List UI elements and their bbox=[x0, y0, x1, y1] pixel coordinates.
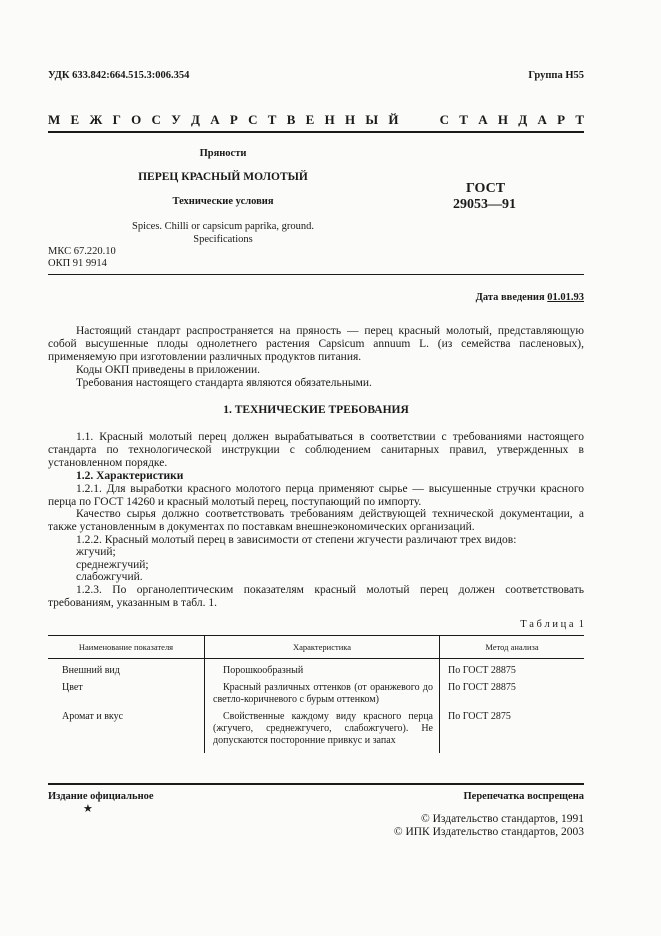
table-cell-indicator: Внешний вид bbox=[62, 665, 120, 676]
intro-paragraph-3 bbox=[48, 377, 584, 390]
kind-mild-text: слабожгучий. bbox=[76, 571, 143, 583]
characteristic-text: Порошкообразный bbox=[223, 665, 304, 676]
okp-code: ОКП 91 9914 bbox=[48, 258, 107, 269]
intro-date-label: Дата введения bbox=[475, 292, 545, 303]
group-code: Группа Н55 bbox=[528, 70, 584, 81]
table-cell-method: По ГОСТ 2875 bbox=[440, 709, 585, 753]
intro-paragraph-1-text: Настоящий стандарт распространяется на пряность — перец красный молотый, представляющую собой высушенные плоды однолетнего растения Capsicum annuum L. (из семейства пасленовых), применяемую при изготовлении различных продуктов питания. bbox=[48, 325, 584, 364]
official-edition: Издание официальное bbox=[48, 791, 154, 802]
quality-paragraph-text: Качество сырья должно соответствовать требованиям действующей технической документации, а также установленным в документах по поставкам внешнеэкономических организаций. bbox=[48, 508, 584, 534]
intro-date-value: 01.01.93 bbox=[547, 292, 584, 303]
clause-1-2-1-text: 1.2.1. Для выработки красного молотого перца применяют сырье — высушенные стручки красного перца по ГОСТ 14260 и красный молотый перец, поступающий по импорту. bbox=[48, 483, 584, 509]
table-cell-method: По ГОСТ 28875 bbox=[440, 680, 585, 709]
table-cell-characteristic bbox=[205, 659, 440, 681]
table-caption: Т а б л и ц а 1 bbox=[520, 619, 584, 630]
english-title-line2: Specifications bbox=[193, 234, 253, 245]
clause-1-1-text: 1.1. Красный молотый перец должен вырабатываться в соответствии с требованиями настоящего стандарта по технологической инструкции с соблюдением санитарных правил, утвержденных в установленном порядке. bbox=[48, 431, 584, 470]
characteristic-text: Красный различных оттенков (от оранжевого до светло-коричневого с бурым оттенком) bbox=[213, 682, 433, 705]
kind-hot bbox=[48, 546, 584, 559]
characteristic-text: Свойственные каждому виду красного перца (жгучего, среднежгучего, слабожгучего). Не допускаются посторонние привкус и запах bbox=[213, 711, 433, 746]
clause-1-2-heading-text: 1.2. Характеристики bbox=[76, 470, 184, 482]
clause-1-2-1 bbox=[48, 483, 584, 509]
star-icon: ★ bbox=[83, 802, 93, 815]
table-cell-characteristic bbox=[205, 680, 440, 709]
table-cell-characteristic bbox=[205, 709, 440, 753]
gost-label: ГОСТ bbox=[466, 181, 506, 196]
column-header: Характеристика bbox=[205, 636, 440, 659]
reprint-notice: Перепечатка воспрещена bbox=[463, 791, 584, 802]
section-heading: 1. ТЕХНИЧЕСКИЕ ТРЕБОВАНИЯ bbox=[223, 404, 409, 416]
table-row bbox=[48, 659, 584, 681]
table-row bbox=[48, 680, 584, 709]
column-header: Метод анализа bbox=[440, 636, 585, 659]
document-subtitle: Технические условия bbox=[172, 196, 274, 207]
table-cell-indicator: Аромат и вкус bbox=[62, 711, 124, 722]
table-header-row bbox=[48, 636, 584, 659]
intro-date bbox=[476, 292, 584, 303]
intro-paragraph-3-text: Требования настоящего стандарта являются обязательными. bbox=[76, 377, 372, 389]
clause-1-2-heading bbox=[48, 470, 584, 483]
kind-medium-text: среднежгучий; bbox=[76, 559, 149, 571]
quality-paragraph bbox=[48, 508, 584, 534]
copyright-1991: © Издательство стандартов, 1991 bbox=[420, 813, 584, 825]
clause-1-2-2-text: 1.2.2. Красный молотый перец в зависимости от степени жгучести различают трех видов: bbox=[76, 534, 517, 546]
clause-1-1 bbox=[48, 431, 584, 471]
codes-rule bbox=[48, 274, 584, 275]
english-title-line1: Spices. Chilli or capsicum paprika, ground. bbox=[132, 221, 314, 232]
clause-1-2-3 bbox=[48, 584, 584, 610]
table-cell-method: По ГОСТ 28875 bbox=[440, 659, 585, 681]
table-row bbox=[48, 709, 584, 753]
gost-number: 29053—91 bbox=[453, 197, 516, 212]
clause-1-2-3-text: 1.2.3. По органолептическим показателям красный молотый перец должен соответствовать требованиям, указанным в табл. 1. bbox=[48, 584, 584, 610]
column-header: Наименование показателя bbox=[48, 636, 205, 659]
udk-code: УДК 633.842:664.515.3:006.354 bbox=[48, 70, 190, 81]
kind-hot-text: жгучий; bbox=[76, 546, 116, 558]
table-1 bbox=[48, 635, 584, 753]
intro-paragraph-2 bbox=[48, 364, 584, 377]
document-title: ПЕРЕЦ КРАСНЫЙ МОЛОТЫЙ bbox=[138, 171, 308, 183]
banner-rule bbox=[48, 131, 584, 133]
intro-paragraph-1 bbox=[48, 325, 584, 365]
table-cell-indicator: Цвет bbox=[62, 682, 83, 693]
kind-mild bbox=[48, 571, 584, 584]
category-title: Пряности bbox=[199, 148, 247, 159]
intro-paragraph-2-text: Коды ОКП приведены в приложении. bbox=[76, 364, 261, 376]
footer-rule bbox=[48, 783, 584, 785]
mks-code: МКС 67.220.10 bbox=[48, 246, 116, 257]
standard-banner: М Е Ж Г О С У Д А Р С Т В Е Н Н Ы Й С Т А Н Д А Р Т bbox=[48, 112, 584, 127]
copyright-2003: © ИПК Издательство стандартов, 2003 bbox=[393, 826, 584, 838]
